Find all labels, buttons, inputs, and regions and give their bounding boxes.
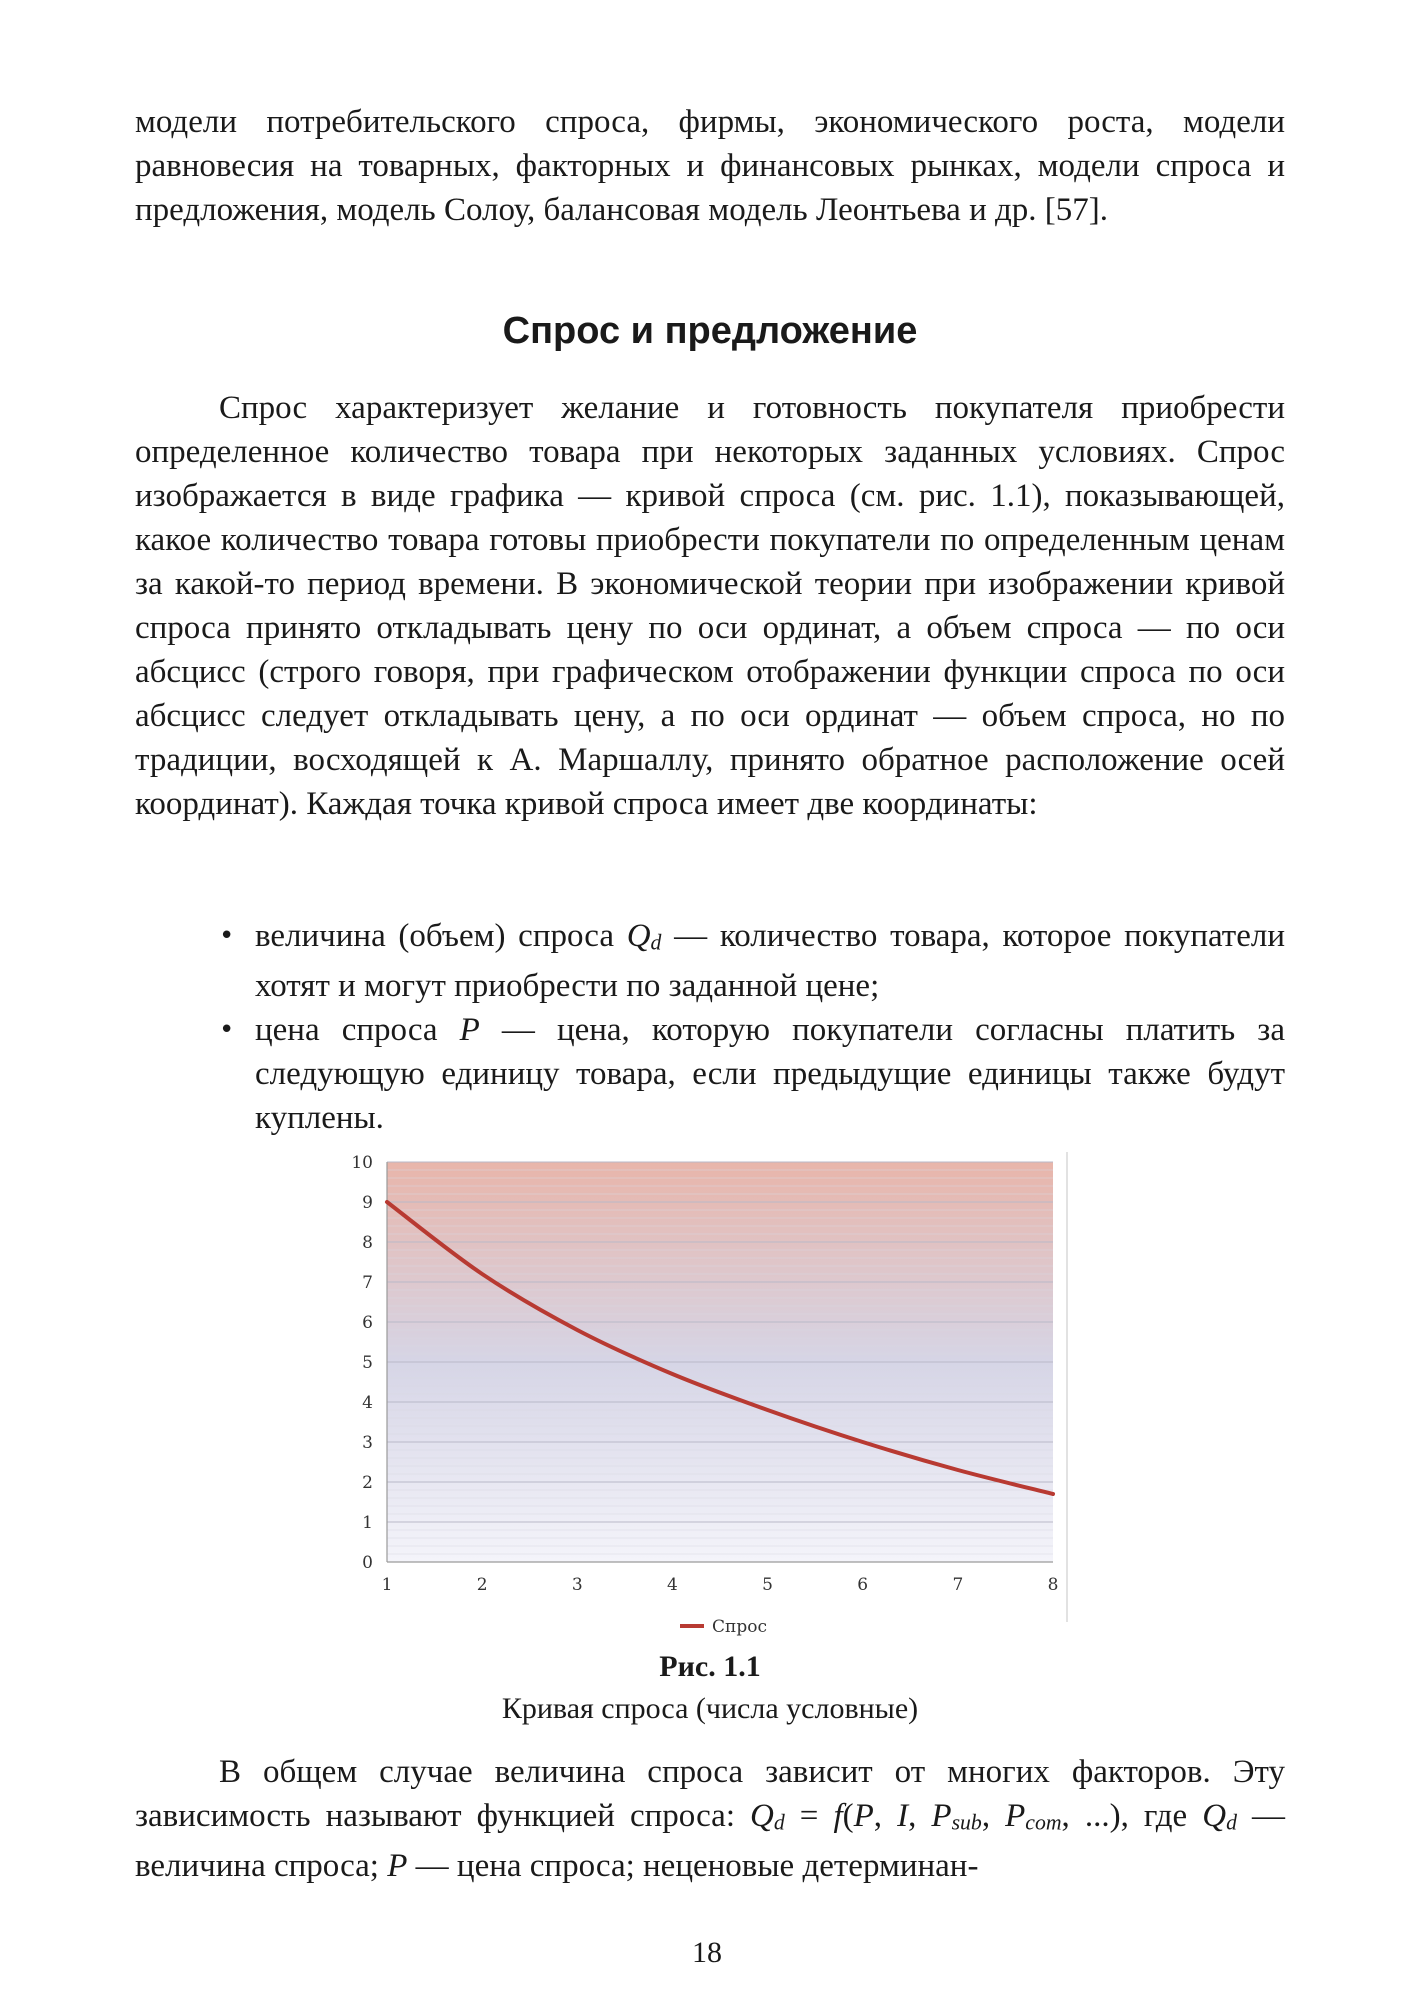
y-tick-label: 1 [362,1513,373,1533]
x-tick-label: 1 [381,1575,393,1595]
formula-sep-2: , [908,1798,932,1834]
y-tick-label: 4 [362,1393,373,1413]
formula-i: I [897,1798,909,1834]
end-paragraph [135,1750,1285,1888]
list-item [135,1008,1285,1140]
x-tick-label: 2 [476,1575,488,1595]
symbol-q: Q [626,918,651,954]
formula-psub: P [931,1798,952,1834]
end-text-part3: — величина спроса; [135,1798,1286,1885]
y-tick-label: 10 [351,1153,373,1173]
legend-label: Спрос [712,1617,767,1637]
formula-open-paren: ( [842,1798,854,1834]
x-tick-label: 4 [667,1575,678,1595]
formula-psub-subscript: sub [951,1810,982,1835]
bullet-rest: — цена, которую покупатели согласны платить за следующую единицу товара, если предыдущие единицы также будут куплены. [255,1012,1285,1137]
where-q: Q [1202,1798,1227,1834]
where-p: P [387,1848,408,1885]
figure-caption: Кривая спроса (числа условные) [501,1692,919,1725]
page-number: 18 [692,1936,722,1969]
y-tick-label: 3 [362,1433,373,1453]
y-tick-label: 7 [362,1273,373,1293]
section-heading: Спрос и предложение [502,310,918,352]
x-tick-label: 3 [571,1575,583,1595]
y-tick-label: 5 [362,1353,373,1373]
y-tick-label: 8 [362,1233,373,1253]
bullet-prefix: цена спроса [255,1012,460,1049]
symbol-p: P [459,1012,480,1049]
chart-legend [680,1617,767,1637]
where-q-subscript: d [1226,1810,1237,1835]
formula-tail: , ...), [1061,1798,1129,1834]
list-item [135,914,1285,1008]
formula-sep-1: , [873,1798,898,1834]
x-tick-label: 6 [857,1575,869,1595]
main-paragraph: Спрос характеризует желание и готовность покупателя приобрести определенное количество товара при некоторых заданных условиях. Спрос изображается в виде графика — кривой спроса (см. рис. 1.1), показывающей, какое количество товара готовы приобрести покупатели по определенным ценам за какой-то период времени. В экономической теории при изображении кривой спроса принято откладывать цену по оси ординат, а объем спроса — по оси абсцисс (строго говоря, при графическом отображении функции спроса по оси абсцисс следует откладывать цену, а по оси ординат — объем спроса, но по традиции, восходящей к А. Маршаллу, принято обратное расположение осей координат). Каждая точка кривой спроса имеет две координаты: [135,390,1285,822]
formula-sep-3: , [981,1798,1006,1834]
bullet-prefix: величина (объем) спроса [255,918,627,954]
bullet-rest: — количество товара, которое покупатели хотят и могут приобрести по заданной цене; [255,918,1285,1005]
end-text-part4: — цена спроса; неценовые детерминан- [407,1848,979,1885]
y-tick-label: 2 [362,1473,373,1493]
formula-q-subscript: d [773,1810,785,1835]
end-text-part2: где [1128,1798,1203,1834]
formula-pcom: P [1005,1798,1026,1834]
bullet-icon: • [219,921,235,951]
x-tick-label: 7 [952,1575,964,1595]
x-tick-label: 8 [1047,1575,1059,1595]
intro-paragraph: модели потребительского спроса, фирмы, экономического роста, модели равновесия на товарных, факторных и финансовых рынках, модели спроса и предложения, модель Солоу, балансовая модель Леонтьева и др. [57]. [135,104,1285,228]
demand-chart [335,1142,1075,1642]
y-tick-label: 6 [362,1313,373,1333]
formula-f: f [833,1798,843,1834]
y-tick-label: 0 [362,1553,373,1573]
formula-p: P [853,1798,874,1834]
definition-list [135,914,1285,1140]
end-text-part1: В общем случае величина спроса зависит от многих факторов. Эту зависимость называют функцией спроса: [135,1754,1285,1834]
formula-q: Q [750,1798,774,1834]
formula-pcom-subscript: com [1025,1810,1062,1835]
y-tick-label: 9 [362,1193,373,1213]
formula-equals: = [784,1798,834,1834]
figure-label: Рис. 1.1 [659,1650,761,1683]
symbol-q-subscript: d [650,930,662,955]
bullet-icon: • [219,1015,235,1046]
x-tick-label: 5 [762,1575,773,1595]
demand-chart-svg [335,1142,1075,1642]
